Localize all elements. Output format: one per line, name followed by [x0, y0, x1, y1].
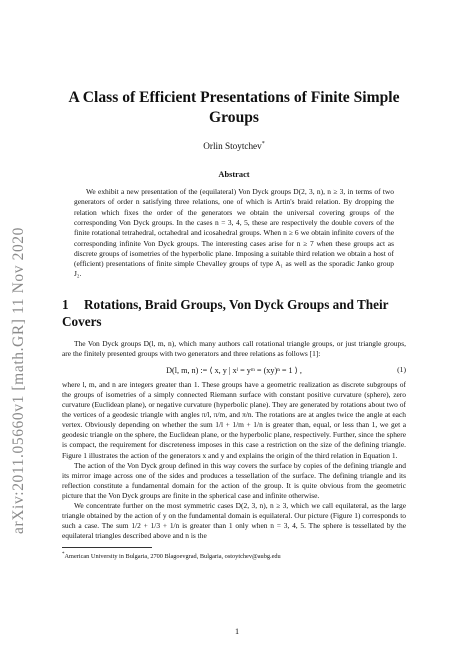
body-paragraph-1: The Von Dyck groups D(l, m, n), which many authors call rotational triangle groups, or just triangle groups, are the finitely presented groups with two generators and three relations as follows [1]:: [62, 338, 406, 358]
body-paragraph-2: where l, m, and n are integers greater than 1. These groups have a geometric realization as discrete subgroups of the groups of isometries of a simply connected Riemann surface with constant positive curvature (sphere), zero curvature (Euclidean plane), or negative curvature (hyperbolic plane). They are generated by rotations about two of the vertices of a geodesic triangle with angles π/l, π/m, and π/n. The rotations are at angles twice the angle at each vertex. Obviously depending on whether the sum 1/l + 1/m + 1/n is greater than, equal, or less than 1, we get a geodesic triangle on the sphere, the Euclidean plane, or the hyperbolic plane, respectively. Further, since the sphere is compact, the requirement for discreteness imposes in this case a restriction on the size of the defining triangle. Figure 1 illustrates the action of the generators x and y and explains the origin of the third relation in Equation 1.: [62, 379, 406, 460]
body-paragraph-4: We concentrate further on the most symmetric cases D(2, 3, n), n ≥ 3, which we call equilateral, as the large triangle obtained by the action of y on the fundamental domain is equilateral. Our picture (Figure 1) corresponds to such a case. The sum 1/2 + 1/3 + 1/n is greater than 1 only when n = 3, 4, 5. The sphere is tessellated by the equilateral triangles described above and n is the: [62, 501, 406, 541]
footnote-text: American University in Bulgaria, 2700 Blagoevgrad, Bulgaria, ostoytchev@aubg.edu: [64, 553, 281, 561]
author-footnote-mark: *: [261, 141, 265, 147]
body-paragraph-3: The action of the Von Dyck group defined in this way covers the surface by copies of the defining triangle and its mirror image across one of the sides and produces a tessellation of the surface. The defining triangle and its reflection constitute a fundamental domain for the action of the group. It is quite obvious from the geometric picture that the Von Dyck groups are finite in the spherical case and infinite otherwise.: [62, 460, 406, 500]
equation-number: (1): [397, 365, 406, 375]
author-line: [62, 141, 406, 151]
abstract-text: We exhibit a new presentation of the (equilateral) Von Dyck groups D(2, 3, n), n ≥ 3, in terms of two generators of order n satisfying three relations, one of which is Artin's braid relation. By dropping the relation which fixes the order of the generators we obtain the universal covering groups of the corresponding Von Dyck groups. In the cases n = 3, 4, 5, these are respectively the double covers of the finite rotational tetrahedral, octahedral and icosahedral groups. When n ≥ 6 we obtain infinite covers of the corresponding infinite Von Dyck groups. The interesting cases arise for n ≥ 7 when these groups act as discrete groups of isometries of the hyperbolic plane. Imposing a suitable third relation we obtain a host of (efficient) presentations of finite simple Chevalley groups of type A₁ as well as the sporadic Janko group J₂.: [74, 187, 394, 279]
footnote-rule: [62, 547, 152, 548]
section-heading: [62, 296, 406, 330]
paper-title: A Class of Efficient Presentations of Finite Simple Groups: [68, 89, 400, 126]
section-title: Rotations, Braid Groups, Von Dyck Groups and Their Covers: [62, 296, 389, 329]
section-number: 1: [62, 296, 69, 312]
abstract-heading: Abstract: [218, 170, 250, 180]
arxiv-identifier: arXiv:2011.05660v1 [math.GR] 11 Nov 2020: [10, 226, 27, 534]
equation-1: [62, 362, 406, 378]
page-number: 1: [234, 627, 240, 636]
equation-text: D(l, m, n) := ⟨ x, y | xˡ = yᵐ = (xy)ⁿ = 1 ⟩ ,: [166, 365, 302, 375]
footnote-mark: *: [62, 552, 65, 558]
footnote: [62, 550, 406, 561]
arxiv-stamp: [4, 200, 34, 560]
paper-page: [62, 88, 406, 562]
author-name: Orlin Stoytchev: [203, 141, 262, 152]
